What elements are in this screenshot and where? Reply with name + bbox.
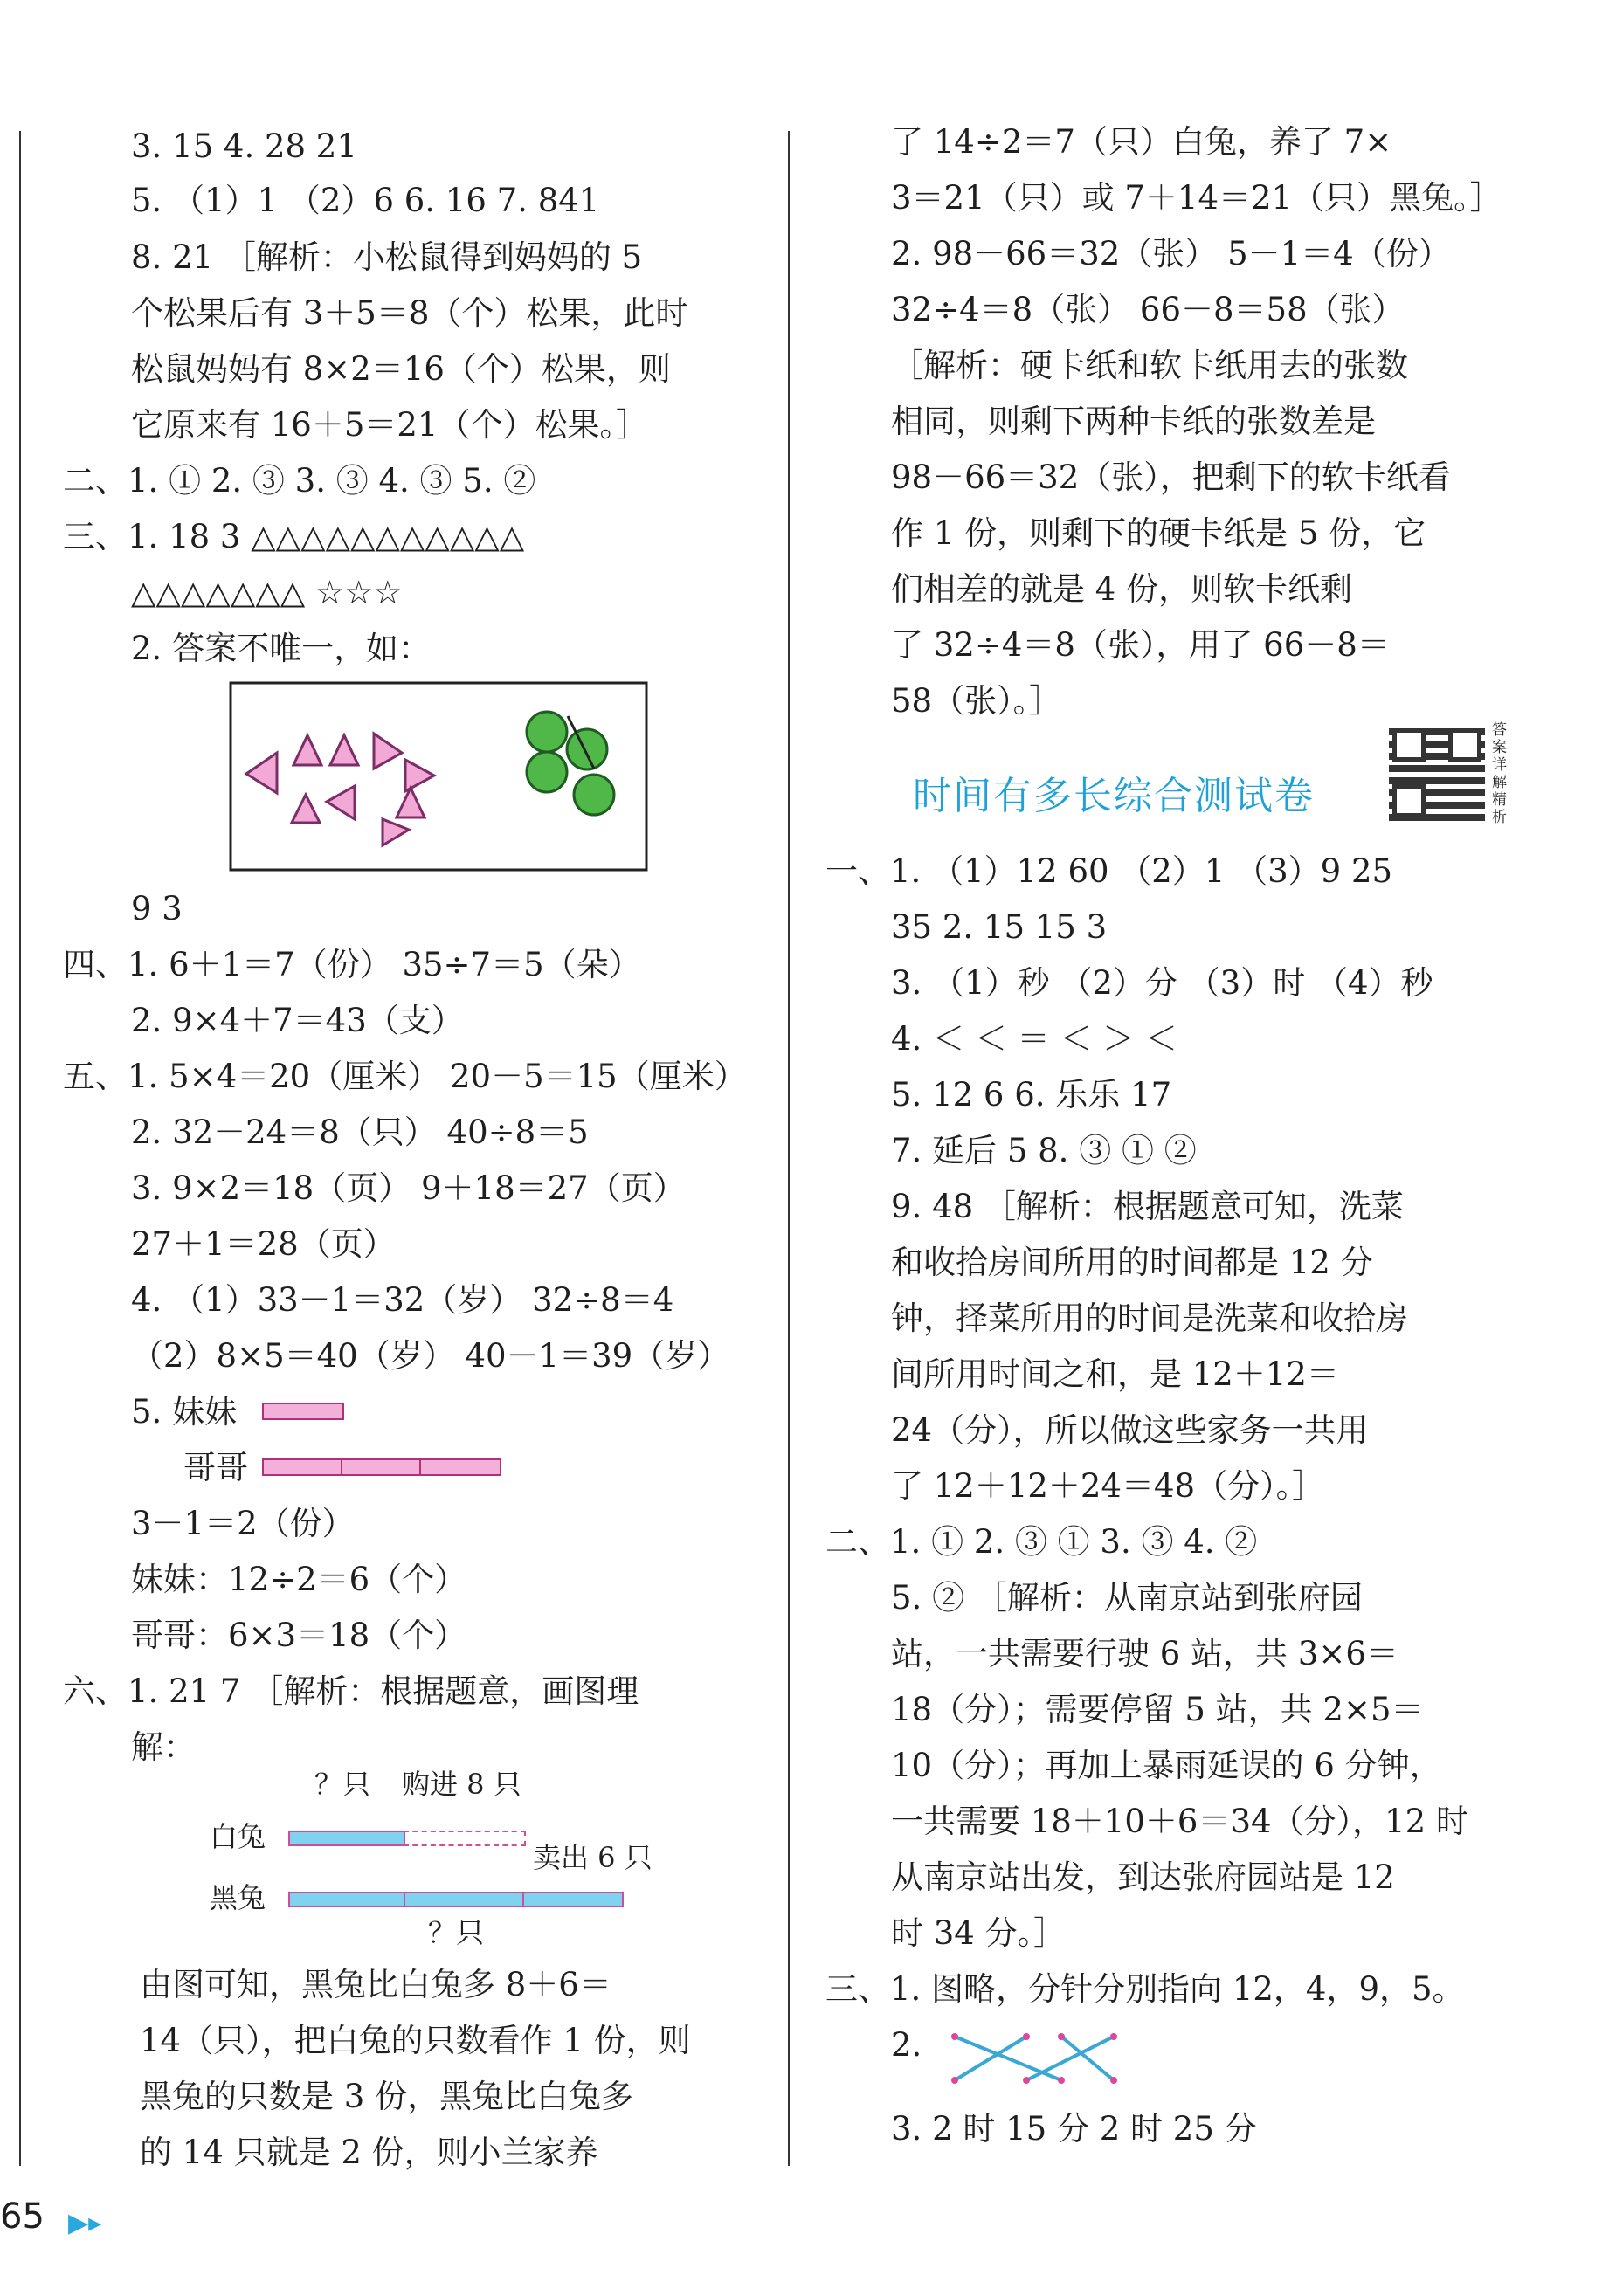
right-line: 58（张）。］ xyxy=(891,682,1062,720)
right-line: 5. ② ［解析：从南京站到张府园 xyxy=(891,1579,1363,1617)
left-line: 黑兔的只数是 3 份，黑兔比白兔多 xyxy=(140,2078,634,2115)
left-line: 五、1. 5×4＝20（厘米） 20－5＝15（厘米） xyxy=(63,1058,747,1095)
shapes-figure xyxy=(229,681,648,872)
q-black-label: ？只 xyxy=(428,1916,485,1949)
left-line: 由图可知，黑兔比白兔多 8＋6＝ xyxy=(140,1966,611,2003)
left-line: 5. 妹妹 xyxy=(131,1393,238,1431)
bought-label: 购进 8 只 xyxy=(402,1768,521,1801)
right-line: 钟，择菜所用的时间是洗菜和收拾房 xyxy=(891,1300,1408,1337)
left-line: 2. 答案不唯一，如： xyxy=(131,630,432,667)
left-line: 妹妹：12÷2＝6（个） xyxy=(131,1561,467,1598)
next-arrows-icon: ▶▸ xyxy=(68,2208,102,2238)
left-line: 14（只），把白兔的只数看作 1 份，则 xyxy=(140,2022,691,2059)
circle-shape xyxy=(527,752,567,792)
right-line: 了 12＋12＋24＝48（分）。］ xyxy=(891,1467,1325,1505)
right-line: 相同，则剩下两种卡纸的张数差是 xyxy=(891,403,1376,440)
right-line: 从南京站出发，到达张府园站是 12 xyxy=(891,1858,1395,1896)
left-line: （2）8×5＝40（岁） 40－1＝39（岁） xyxy=(131,1337,730,1375)
left-line: 个松果后有 3＋5＝8（个）松果，此时 xyxy=(131,294,688,332)
right-line: 3. （1）秒 （2）分 （3）时 （4）秒 xyxy=(891,964,1433,1002)
left-line: 2. 32－24＝8（只） 40÷8＝5 xyxy=(131,1114,589,1151)
left-line: 3. 15 4. 28 21 xyxy=(131,128,357,165)
page-number: 65 xyxy=(0,2196,45,2237)
column-divider-rule xyxy=(788,131,790,2166)
left-line: 5. （1）1 （2）6 6. 16 7. 841 xyxy=(131,182,600,219)
right-line: 一共需要 18＋10＋6＝34（分），12 时 xyxy=(891,1803,1468,1840)
left-line: 9 3 xyxy=(131,890,183,927)
left-line: 3. 9×2＝18（页） 9＋18＝27（页） xyxy=(131,1169,686,1207)
left-line: 4. （1）33－1＝32（岁） 32÷8＝4 xyxy=(131,1281,674,1319)
white-dashed-bar xyxy=(404,1831,526,1846)
right-line: 5. 12 6 6. 乐乐 17 xyxy=(891,1076,1172,1114)
right-line: 了 32÷4＝8（张），用了 66－8＝ xyxy=(891,626,1390,664)
left-line: 27＋1＝28（页） xyxy=(131,1225,396,1263)
right-line: 三、1. 图略，分针分别指向 12，4，9，5。 xyxy=(825,1970,1465,2008)
right-line: 35 2. 15 15 3 xyxy=(891,908,1108,946)
right-line: 3. 2 时 15 分 2 时 25 分 xyxy=(891,2110,1257,2148)
left-line: 它原来有 16＋5＝21（个）松果。］ xyxy=(131,406,648,444)
right-line: 时 34 分。］ xyxy=(891,1914,1067,1952)
rabbit-diagram xyxy=(210,1764,653,1956)
right-line: 4. ＜ ＜ ＝ ＜ ＞ ＜ xyxy=(891,1020,1177,1058)
left-line: 二、1. ① 2. ③ 3. ③ 4. ③ 5. ② xyxy=(63,462,536,500)
left-line: 2. 9×4＋7＝43（支） xyxy=(131,1002,464,1039)
right-line: 们相差的就是 4 份，则软卡纸剩 xyxy=(891,570,1353,608)
left-line: 哥哥：6×3＝18（个） xyxy=(131,1617,467,1654)
sold-label: 卖出 6 只 xyxy=(533,1841,653,1874)
black-label: 黑兔 xyxy=(210,1881,266,1914)
right-line: 一、1. （1）12 60 （2）1 （3）9 25 xyxy=(825,852,1393,890)
left-line: 三、1. 18 3 △△△△△△△△△△△ xyxy=(63,518,525,555)
qr-code xyxy=(1389,725,1485,821)
right-line: ［解析：硬卡纸和软卡纸用去的张数 xyxy=(891,347,1408,384)
right-line: 间所用时间之和，是 12＋12＝ xyxy=(891,1355,1339,1393)
right-line: 98－66＝32（张），把剩下的软卡纸看 xyxy=(891,459,1451,496)
circle-shape xyxy=(527,712,567,752)
right-line: 9. 48 ［解析：根据题意可知，洗菜 xyxy=(891,1188,1404,1225)
circle-shape xyxy=(574,775,614,815)
left-line: 四、1. 6＋1＝7（份） 35÷7＝5（朵） xyxy=(63,946,641,983)
left-line: 解： xyxy=(131,1728,196,1766)
right-line: 二、1. ① 2. ③ ① 3. ③ 4. ② xyxy=(825,1523,1258,1561)
q-white-label: ？只 xyxy=(314,1768,371,1801)
left-line: 六、1. 21 7 ［解析：根据题意，画图理 xyxy=(63,1672,639,1710)
right-line: 2. xyxy=(891,2026,922,2064)
right-line: 32÷4＝8（张） 66－8＝58（张） xyxy=(891,291,1405,328)
right-line: 18（分）；需要停留 5 站，共 2×5＝ xyxy=(891,1691,1424,1728)
right-line: 和收拾房间所用的时间都是 12 分 xyxy=(891,1244,1373,1281)
white-label: 白兔 xyxy=(210,1820,266,1853)
left-line: △△△△△△△ ☆☆☆ xyxy=(131,574,403,611)
left-line: 3－1＝2（份） xyxy=(131,1505,355,1542)
right-line: 24（分），所以做这些家务一共用 xyxy=(891,1411,1369,1449)
matching-lines-figure xyxy=(948,2028,1122,2089)
right-line: 10（分）；再加上暴雨延误的 6 分钟， xyxy=(891,1747,1442,1784)
left-line: 8. 21 ［解析：小松鼠得到妈妈的 5 xyxy=(131,238,643,276)
left-line: 的 14 只就是 2 份，则小兰家养 xyxy=(140,2134,598,2171)
right-line: 2. 98－66＝32（张） 5－1＝4（份） xyxy=(891,235,1451,272)
sister-bar xyxy=(262,1403,344,1420)
qr-caption: 答案详解精析 xyxy=(1492,721,1507,826)
right-line: 3＝21（只）或 7＋14＝21（只）黑兔。］ xyxy=(891,179,1502,217)
right-line: 站，一共需要行驶 6 站，共 3×6＝ xyxy=(891,1635,1398,1672)
left-margin-rule xyxy=(19,131,21,2166)
left-line: 哥哥 xyxy=(183,1449,248,1486)
black-bar xyxy=(288,1892,624,1907)
brother-bar xyxy=(262,1458,501,1476)
right-line: 7. 延后 5 8. ③ ① ② xyxy=(891,1132,1197,1169)
circle-shape xyxy=(567,729,607,769)
right-line: 作 1 份，则剩下的硬卡纸是 5 份，它 xyxy=(891,514,1426,552)
left-line: 松鼠妈妈有 8×2＝16（个）松果，则 xyxy=(131,350,671,388)
white-bar xyxy=(288,1831,405,1846)
right-line: 了 14÷2＝7（只）白兔，养了 7× xyxy=(891,123,1392,161)
section-title: 时间有多长综合测试卷 xyxy=(913,774,1315,818)
